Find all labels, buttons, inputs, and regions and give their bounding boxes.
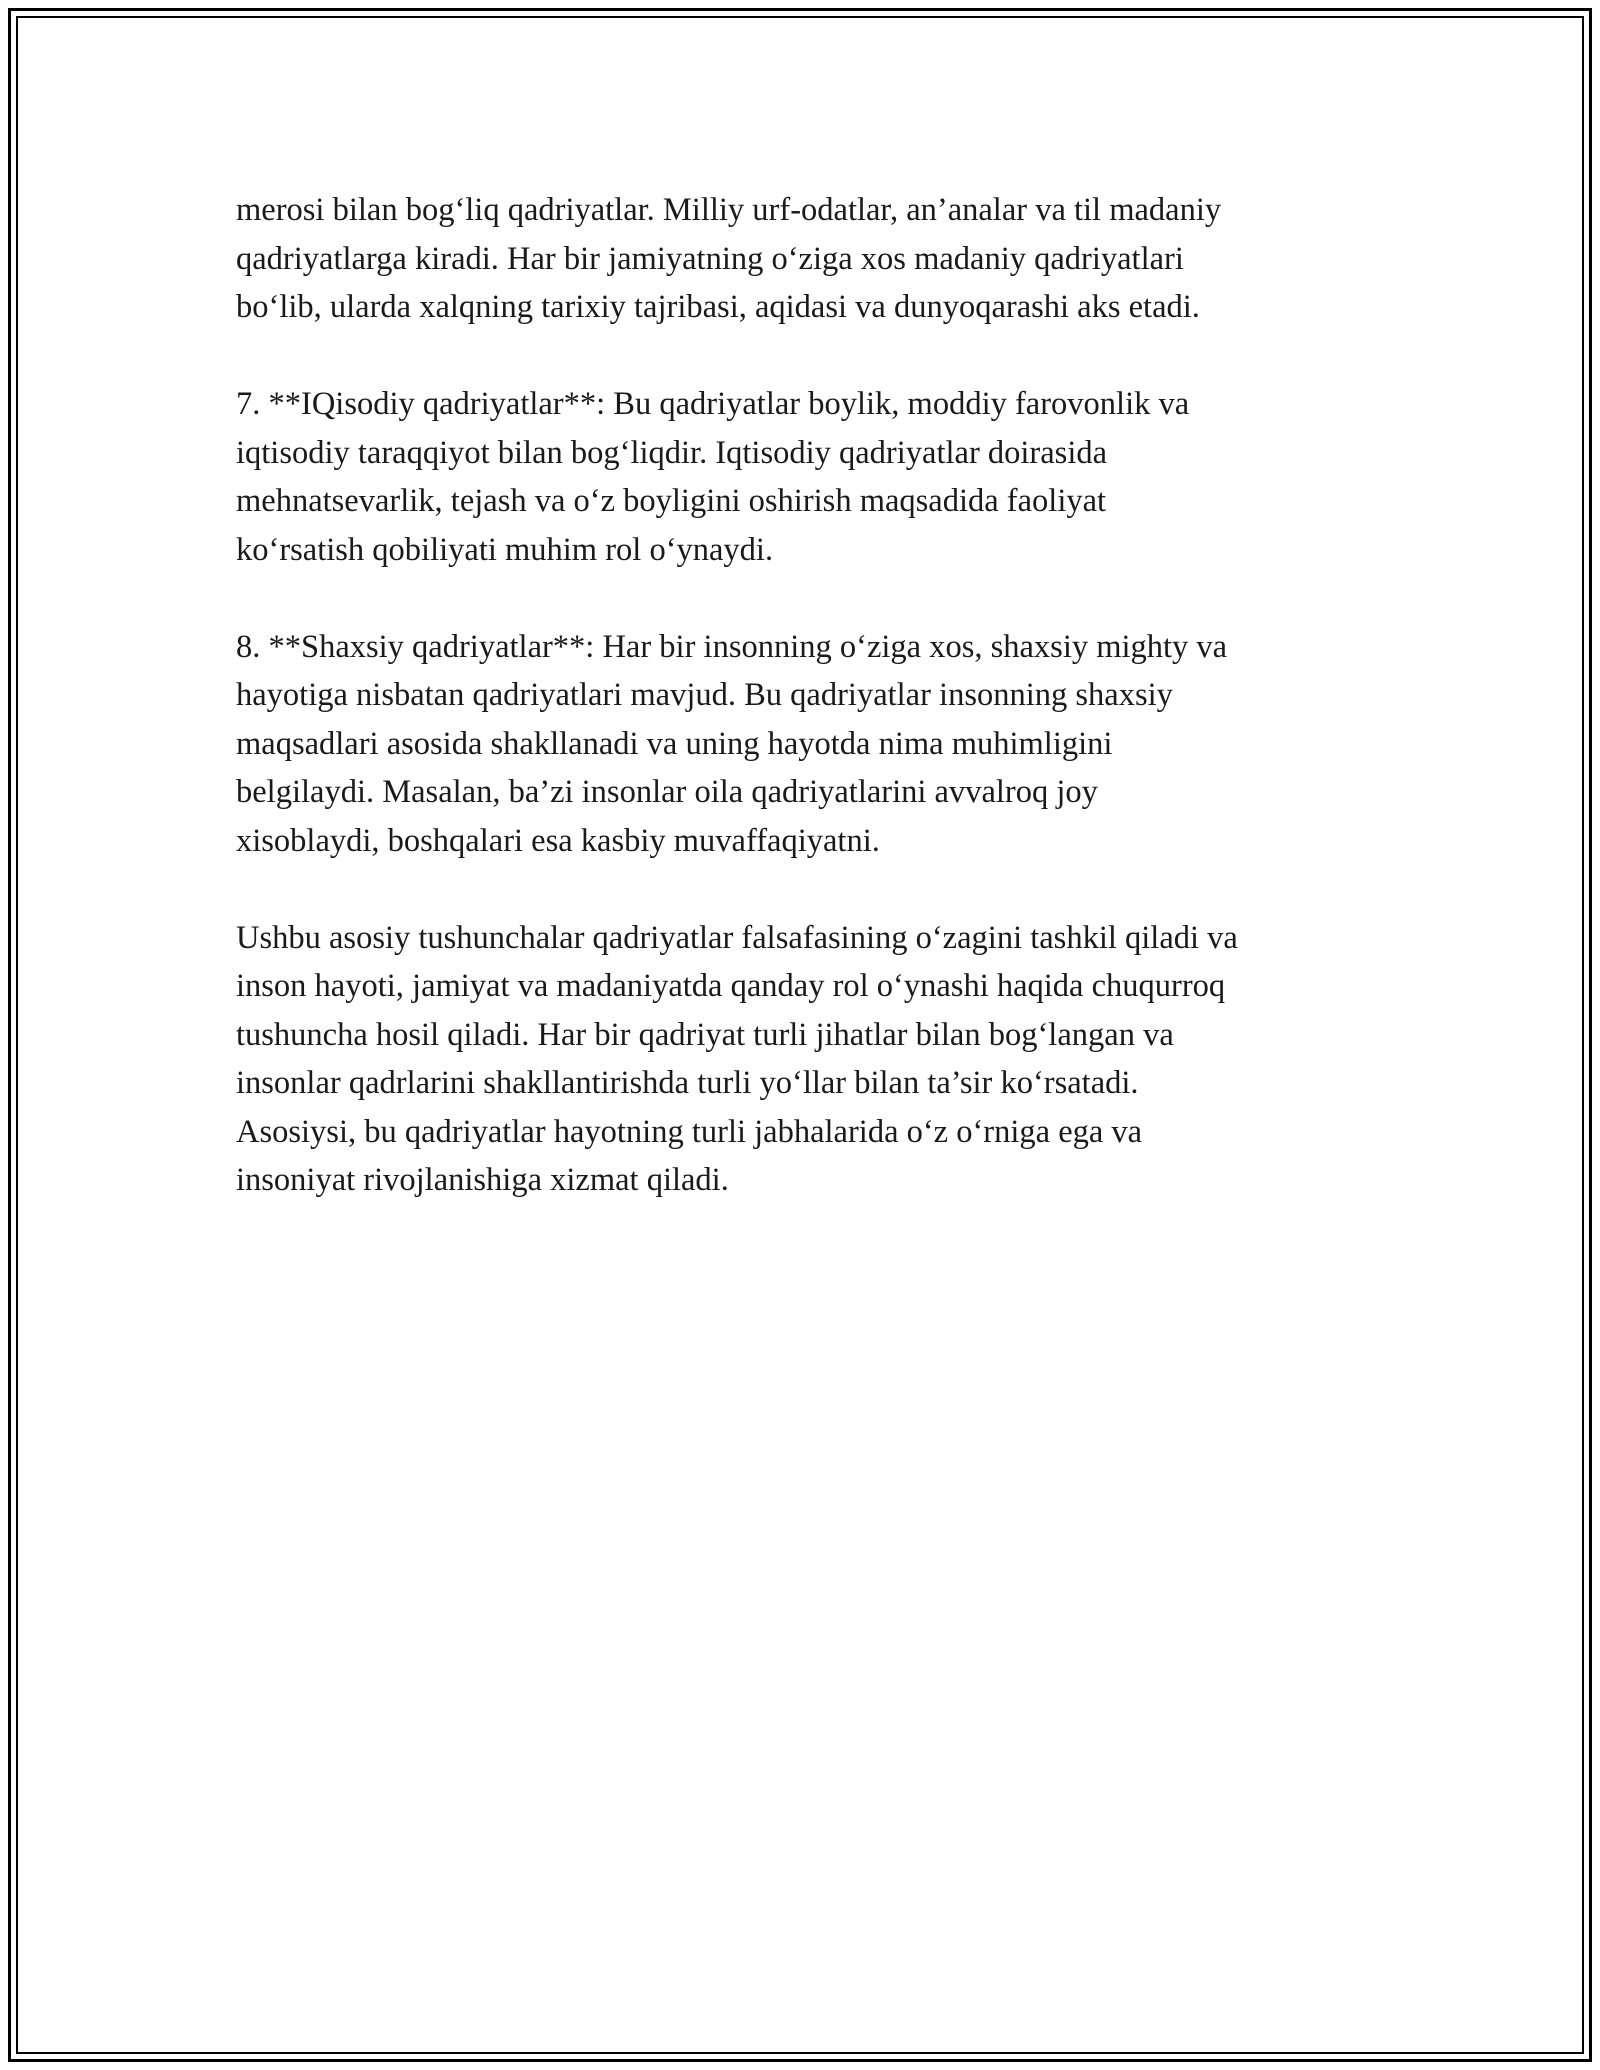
- text-line: inson hayoti, jamiyat va madaniyatda qanday rol o‘ynashi haqida chuqurroq: [236, 968, 1226, 1004]
- text-line: insoniyat rivojlanishiga xizmat qiladi.: [236, 1162, 729, 1198]
- text-line: Ushbu asosiy tushunchalar qadriyatlar falsafasining o‘zagini tashkil qiladi va: [236, 919, 1238, 956]
- text-line: hayotiga nisbatan qadriyatlari mavjud. Bu qadriyatlar insonning shaxsiy: [236, 677, 1173, 713]
- text-line: Asosiysi, bu qadriyatlar hayotning turli jabhalarida o‘z o‘rniga ega va: [236, 1113, 1143, 1150]
- paragraph-cultural-values: [236, 186, 1396, 332]
- text-line: merosi bilan bog‘liq qadriyatlar. Milliy urf-odatlar, an’analar va til madaniy: [236, 192, 1222, 228]
- text-line: tushuncha hosil qiladi. Har bir qadriyat turli jihatlar bilan bog‘langan va: [236, 1016, 1174, 1053]
- text-line: ko‘rsatish qobiliyati muhim rol o‘ynaydi.: [236, 531, 774, 568]
- text-line: 7. **IQisodiy qadriyatlar**: Bu qadriyatlar boylik, moddiy farovonlik va: [236, 386, 1190, 422]
- text-line: iqtisodiy taraqqiyot bilan bog‘liqdir. Iqtisodiy qadriyatlar doirasida: [236, 434, 1108, 471]
- text-line: belgilaydi. Masalan, ba’zi insonlar oila qadriyatlarini avvalroq joy: [236, 774, 1098, 810]
- text-line: qadriyatlarga kiradi. Har bir jamiyatning o‘ziga xos madaniy qadriyatlari: [236, 240, 1184, 277]
- paragraph-economic-values: [236, 380, 1396, 574]
- paragraph-conclusion: [236, 914, 1396, 1205]
- text-line: xisoblaydi, boshqalari esa kasbiy muvaffaqiyatni.: [236, 822, 880, 859]
- paragraph-personal-values: [236, 623, 1396, 866]
- text-line: bo‘lib, ularda xalqning tarixiy tajribasi, aqidasi va dunyoqarashi aks etadi.: [236, 289, 1200, 325]
- document-body: [236, 186, 1396, 1253]
- text-line: insonlar qadrlarini shakllantirishda turli yo‘llar bilan ta’sir ko‘rsatadi.: [236, 1065, 1139, 1101]
- text-line: 8. **Shaxsiy qadriyatlar**: Har bir insonning o‘ziga xos, shaxsiy mighty va: [236, 628, 1228, 665]
- text-line: maqsadlari asosida shakllanadi va uning hayotda nima muhimligini: [236, 725, 1113, 762]
- text-line: mehnatsevarlik, tejash va o‘z boyligini oshirish maqsadida faoliyat: [236, 483, 1107, 519]
